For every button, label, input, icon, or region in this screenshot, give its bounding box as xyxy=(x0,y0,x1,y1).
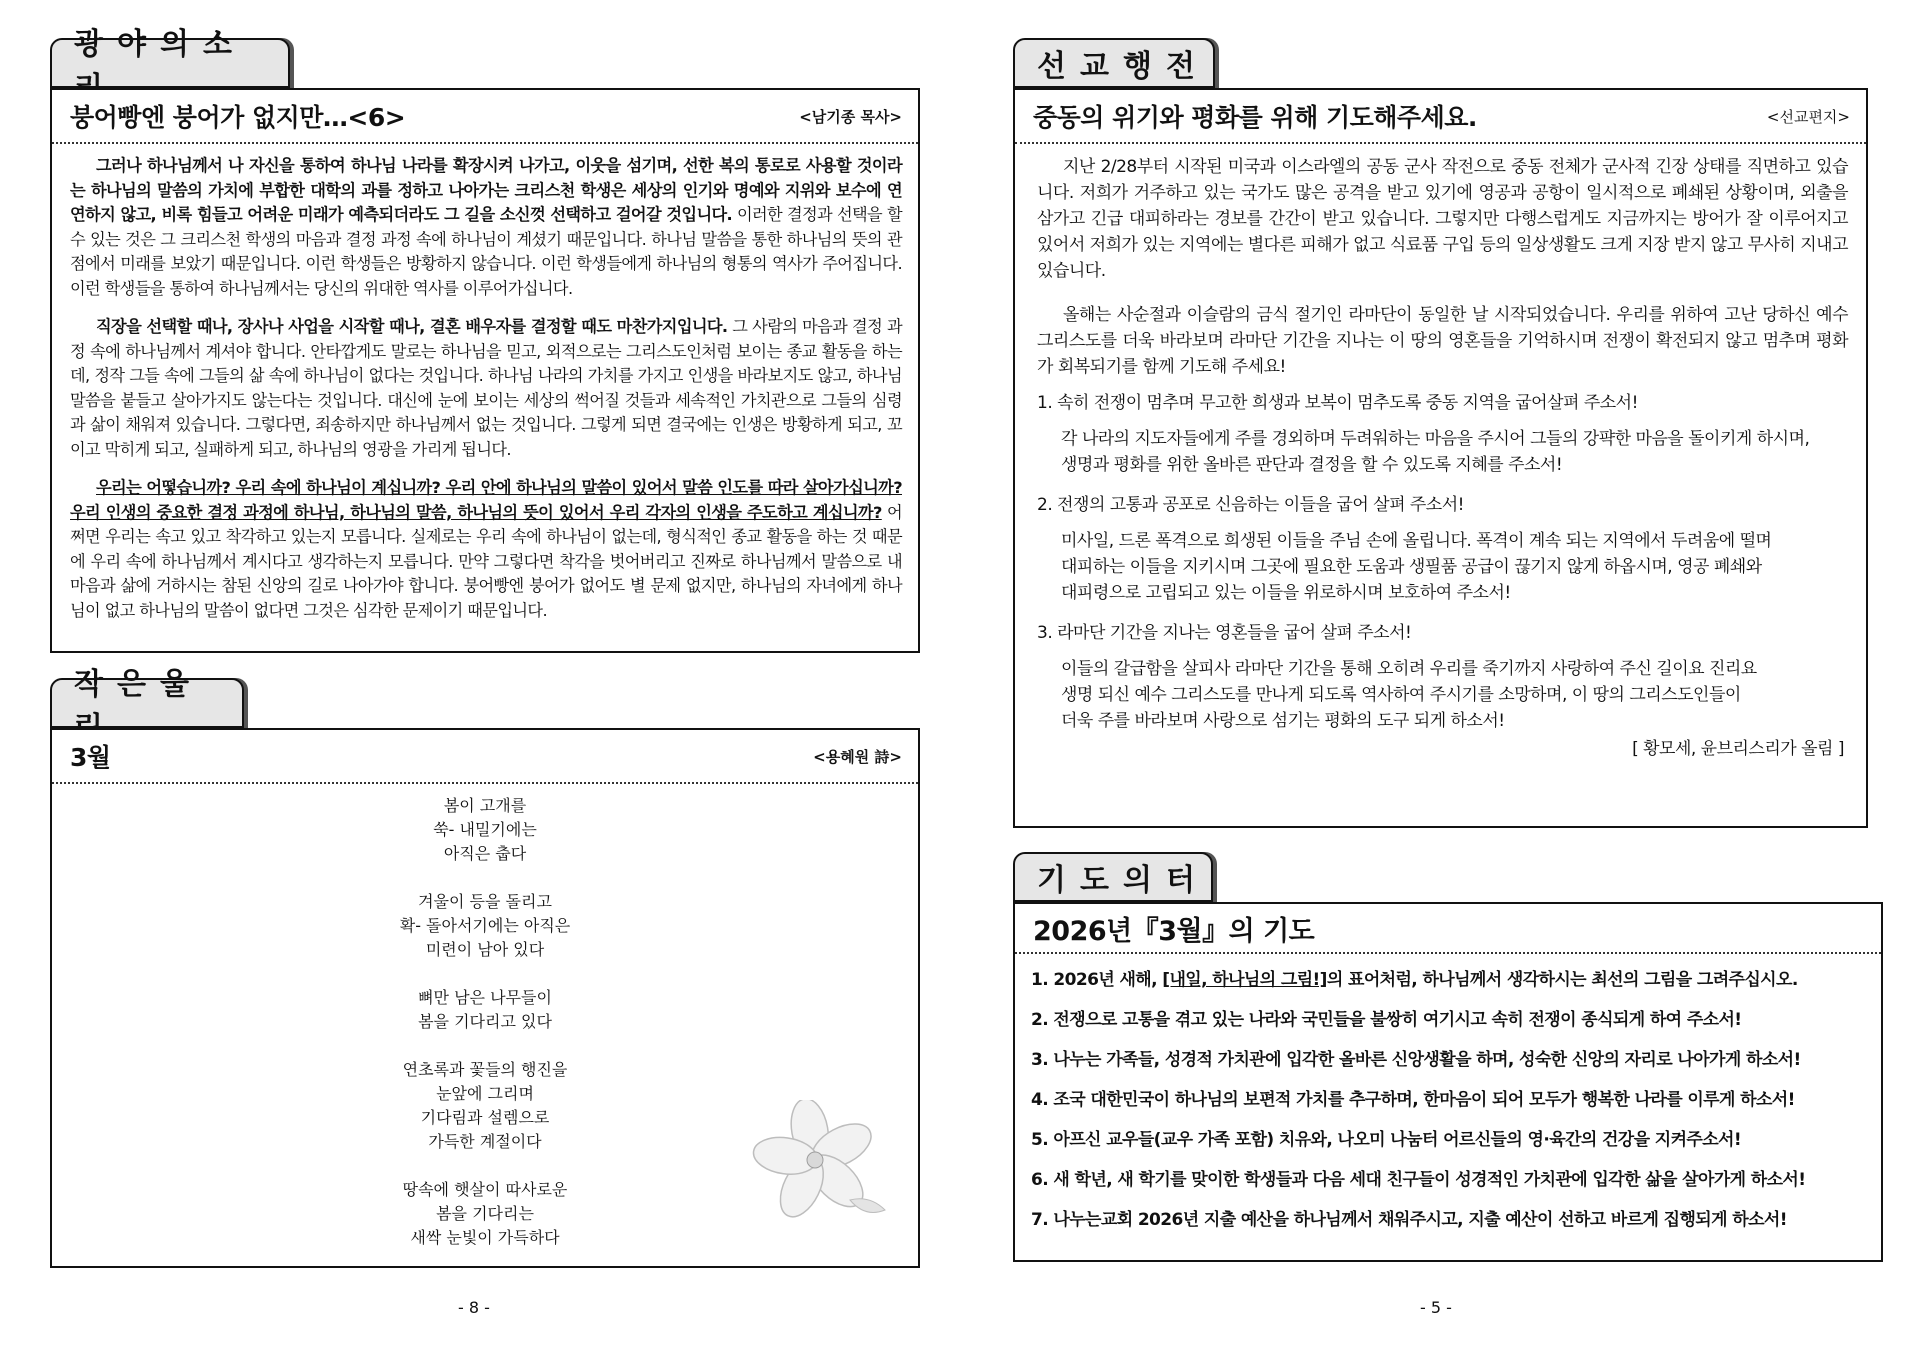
box-header xyxy=(1015,904,1881,954)
page-number-right: - 5 - xyxy=(1420,1298,1452,1317)
page-number-left: - 8 - xyxy=(458,1298,490,1317)
list-item: 3. 나누는 가족들, 성경적 가치관에 입각한 올바른 신앙생활을 하며, 성숙한 신앙의 자리로 나아가게 하소서! xyxy=(1031,1050,1801,1070)
list-item: 5. 아프신 교우들(교우 가족 포함) 치유와, 나오미 나눔터 어르신들의 영·육간의 건강을 지켜주소서! xyxy=(1031,1130,1742,1150)
article-paragraph: 우리는 어떻습니까? 우리 속에 하나님이 계십니까? 우리 안에 하나님의 말씀이 있어서 말씀 인도를 따라 살아가십니까? 우리 인생의 중요한 결정 과정에 하나님, 하나님의 말씀, 하나님의 뜻이 있어서 우리 각자의 인생을 주도하고 계십니까? 어쩌면 우리는 속고 있고 착각하고 있는지 모릅니다. 실제로는 우리 속에 하나님이 없는데, 형식적인 종교 활동을 하는 것 때문에 우리 속에 하나님께서 계시다고 생각하는지 모릅니다. 만약 그렇다면 착각을 벗어버리고 진짜로 하나님께서 말씀으로 내 마음과 삶에 거하시는 참된 신앙의 길로 나아가야 합니다. 붕어빵엔 붕어가 없어도 별 문제 없지만, 하나님의 자녀에게 하나님이 없고 하나님의 말씀이 없다면 그것은 심각한 문제이기 때문입니다. xyxy=(70,478,902,620)
mission-paragraph: 지난 2/28부터 시작된 미국과 이스라엘의 공동 군사 작전으로 중동 전체가 군사적 긴장 상태를 직면하고 있습니다. 저희가 거주하고 있는 국가도 많은 공격을 받고 있기에 영공과 공항이 일시적으로 폐쇄된 상황이며, 외출을 삼가고 긴급 대피하라는 경보를 간간이 받고 있습니다. 그렇지만 다행스럽게도 지금까지는 방어가 잘 이루어지고 있어서 저희가 있는 지역에는 별다른 피해가 없고 식료품 구입 등의 일상생활도 크게 지장 받지 않고 무사히 지내고 있습니다. xyxy=(1037,157,1848,281)
list-item: 2. 전쟁으로 고통을 겪고 있는 나라와 국민들을 불쌍히 여기시고 속히 전쟁이 종식되게 하여 주소서! xyxy=(1031,1010,1742,1030)
section-tab-prayer-ground: 기도의터 xyxy=(1013,852,1213,902)
mission-paragraph: 올해는 사순절과 이슬람의 금식 절기인 라마단이 동일한 날 시작되었습니다. 우리를 위하여 고난 당하신 예수 그리스도를 더욱 바라보며 라마단 기간을 지나는 이 땅의 영혼들을 기억하시며 전쟁이 확전되지 않고 멈추며 평화가 회복되기를 함께 기도해 주세요! xyxy=(1037,305,1848,377)
mission-author: <선교편지> xyxy=(1766,107,1850,126)
poem-stanza: 연초록과 꽃들의 행진을 눈앞에 그리며 기다림과 설렘으로 가득한 계절이다 xyxy=(402,1060,568,1151)
prayer-item-body: 각 나라의 지도자들에게 주를 경외하며 두려워하는 마음을 주시어 그들의 강퍅한 마음을 돌이키게 하시며, 생명과 평화를 위한 올바른 판단과 결정을 할 수 있도록 지혜를 주소서! xyxy=(1061,429,1810,475)
prayer-item-body: 미사일, 드론 폭격으로 희생된 이들을 주님 손에 올립니다. 폭격이 계속 되는 지역에서 두려움에 떨며 대피하는 이들을 지키시며 그곳에 필요한 도움과 생필품 공급이 끊기지 않게 하옵시며, 영공 폐쇄와 대피령으로 고립되고 있는 이들을 위로하시며 보호하여 주소서! xyxy=(1061,531,1772,603)
prayer-item-title: 2. 전쟁의 고통과 공포로 신음하는 이들을 굽어 살펴 주소서! xyxy=(1037,495,1464,515)
prayer-item-title: 1. 속히 전쟁이 멈추며 무고한 희생과 보복이 멈추도록 중동 지역을 굽어살펴 주소서! xyxy=(1037,393,1638,413)
prayer-item-title: 3. 라마단 기간을 지나는 영혼들을 굽어 살펴 주소서! xyxy=(1037,623,1412,643)
monthly-prayer-list xyxy=(1015,954,1881,1240)
wilderness-voice-box xyxy=(50,88,920,653)
list-item: 7. 나누는교회 2026년 지출 예산을 하나님께서 채워주시고, 지출 예산이 선하고 바르게 집행되게 하소서! xyxy=(1031,1210,1787,1230)
box-header xyxy=(1015,90,1866,144)
list-item: 6. 새 학년, 새 학기를 맞이한 학생들과 다음 세대 친구들이 성경적인 가치관에 입각한 삶을 살아가게 하소서! xyxy=(1031,1170,1806,1190)
article-author: <남기종 목사> xyxy=(799,107,902,126)
poem-author: <용혜원 詩> xyxy=(813,747,902,766)
section-tab-small-echo: 작은울 xyxy=(50,678,244,728)
mission-letter-box xyxy=(1013,88,1868,828)
article-paragraph: 직장을 선택할 때나, 장사나 사업을 시작할 때나, 결혼 배우자를 결정할 때도 마찬가지입니다. 그 사람의 마음과 결정 과정 속에 하나님께서 계셔야 합니다. 안타깝게도 말로는 하나님을 믿고, 외적으로는 그리스도인처럼 보이는 종교 활동을 하는데, 정작 그들 속에 그들의 삶 속에 하나님이 없다는 것입니다. 하나님 나라의 가치를 가지고 인생을 바라보지도 않고, 하나님 말씀을 붙들고 살아가지도 않는다는 것입니다. 대신에 눈에 보이는 세상의 썩어질 것들과 세속적인 가치관으로 그들의 심령과 삶이 채워져 있습니다. 그렇다면, 죄송하지만 하나님께서 없는 것입니다. 그렇게 되면 결국에는 인생은 방황하게 되고, 꼬이고 막히게 되고, 실패하게 되고, 하나님의 영광을 가리게 됩니다. xyxy=(70,317,902,459)
monthly-prayer-title: 2026년『3월』의 기도 xyxy=(1033,915,1315,947)
box-header xyxy=(52,90,918,144)
article-body xyxy=(52,144,918,623)
prayer-item-body: 이들의 갈급함을 살피사 라마단 기간을 통해 오히려 우리를 죽기까지 사랑하여 주신 길이요 진리요 생명 되신 예수 그리스도를 만나게 되도록 역사하여 주시기를 소망하며, 이 땅의 그리스도인들이 더욱 주를 바라보며 사랑으로 섬기는 평화의 도구 되게 하소서! xyxy=(1061,659,1757,731)
article-paragraph: 그러나 하나님께서 나 자신을 통하여 하나님 나라를 확장시켜 나가고, 이웃을 섬기며, 선한 복의 통로로 사용할 것이라는 하나님의 말씀의 가치에 부합한 대학의 과를 정하고 나아가는 크리스천 학생은 세상의 인기와 명예와 지위와 보수에 연연하지 않고, 비록 힘들고 어려운 미래가 예측되더라도 그 길을 소신껏 선택하고 걸어갈 것입니다. 이러한 결정과 선택을 할 수 있는 것은 그 크리스천 학생의 마음과 결정 과정 속에 하나님이 계셨기 때문입니다. 하나님 말씀을 통한 하나님의 뜻의 관점에서 미래를 보았기 때문입니다. 이런 학생들은 방황하지 않습니다. 이런 학생들에게 하나님의 형통의 역사가 주어집니다. 이런 학생들을 통하여 하나님께서는 당신의 위대한 역사를 이루어가십니다. xyxy=(70,156,902,298)
section-tab-wilderness-voice: 광야의소 xyxy=(50,38,290,88)
poem-stanza: 땅속에 햇살이 따사로운 봄을 기다리는 새싹 눈빛이 가득하다 xyxy=(402,1180,568,1247)
poem-stanza: 뼈만 남은 나무들이 봄을 기다리고 있다 xyxy=(418,988,552,1031)
box-header xyxy=(52,730,918,784)
section-tab-mission-acts: 선교행전 xyxy=(1013,38,1215,88)
list-item: 4. 조국 대한민국이 하나님의 보편적 가치를 추구하며, 한마음이 되어 모두가 행복한 나라를 이루게 하소서! xyxy=(1031,1090,1795,1110)
mission-signature: [ 황모세, 윤브리스리가 올림 ] xyxy=(1632,739,1844,759)
flower-illustration-icon xyxy=(735,1100,895,1225)
poem-title: 3월 xyxy=(70,743,111,772)
monthly-prayer-box xyxy=(1013,902,1883,1262)
list-item: 1. 2026년 새해, [내일, 하나님의 그림!]의 표어처럼, 하나님께서 생각하시는 최선의 그림을 그려주십시오. xyxy=(1031,970,1798,990)
mission-title: 중동의 위기와 평화를 위해 기도해주세요. xyxy=(1033,103,1477,132)
article-title: 붕어빵엔 붕어가 없지만…<6> xyxy=(70,103,406,132)
poem-stanza: 겨울이 등을 돌리고 확- 돌아서기에는 아직은 미련이 남아 있다 xyxy=(399,892,571,959)
mission-body xyxy=(1015,144,1866,762)
poem-stanza: 봄이 고개를 쑥- 내밀기에는 아직은 춥다 xyxy=(433,796,537,863)
